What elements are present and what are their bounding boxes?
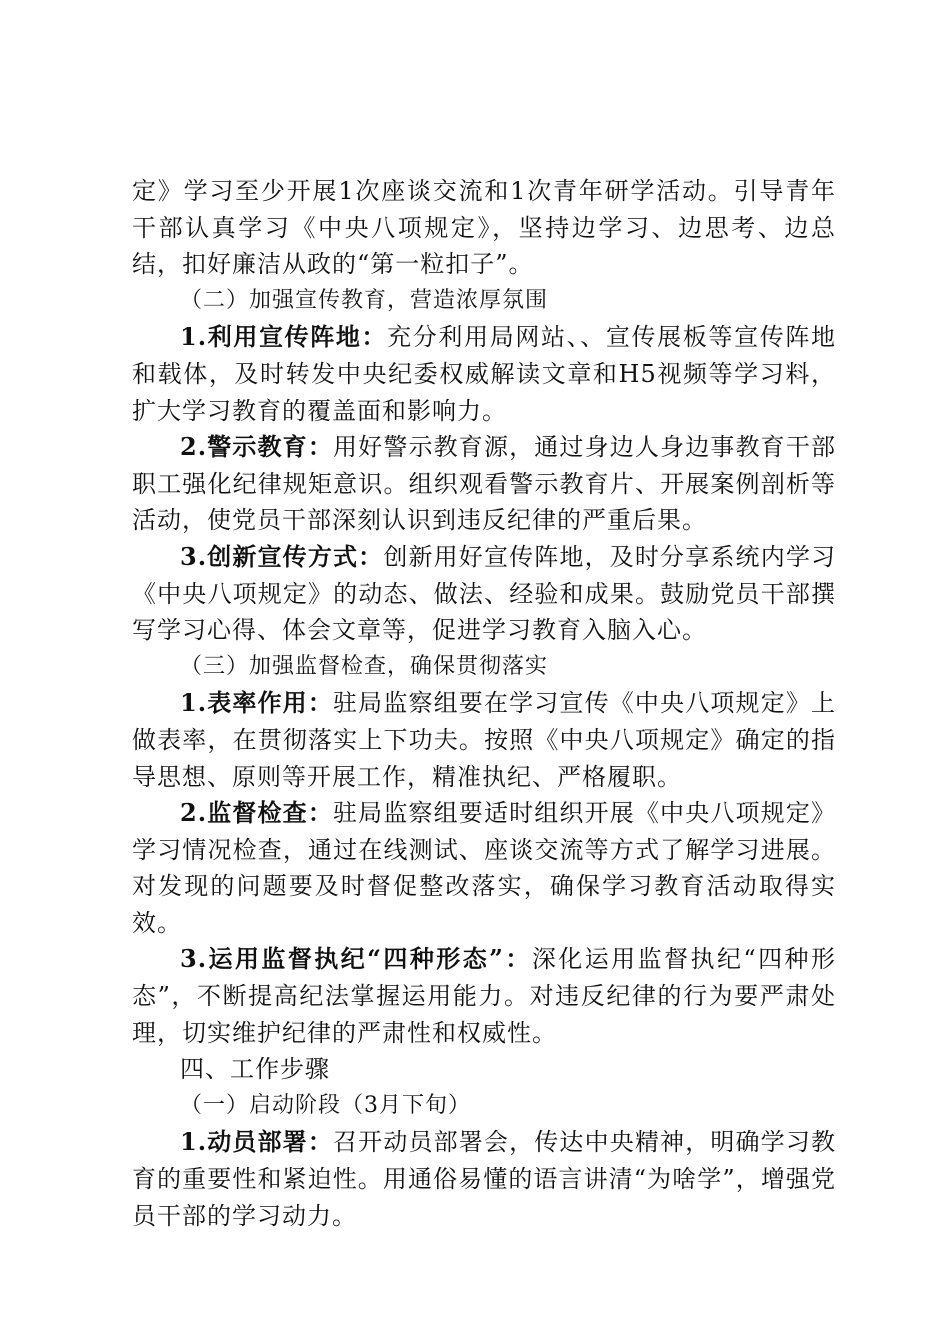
document-body: [132, 173, 836, 1234]
section-heading-2: （二）加强宣传教育，营造浓厚氛围: [180, 287, 549, 313]
section-heading-3: （三）加强监督检查，确保贯彻落实: [180, 653, 549, 679]
paragraph-text: 创新用好宣传阵地，及时分享系统内学习《中央八项规定》的动态、做法、经验和成果。鼓励党员干部撰写学习心得、体会文章等，促进学习教育入脑入心。: [132, 542, 837, 645]
paragraph-mobilization: [132, 1124, 836, 1234]
chapter-heading-4: 四、工作步骤: [180, 1055, 330, 1084]
paragraph-lead: 2.监督检查：: [180, 798, 333, 828]
paragraph-warning-education: [132, 429, 836, 539]
paragraph-lead: 3.创新宣传方式：: [180, 541, 384, 571]
paragraph-continuation: [132, 173, 836, 283]
paragraph-text: 召开动员部署会，传达中央精神，明确学习教育的重要性和紧迫性。用通俗易懂的语言讲清“为啥学”，增强党员干部的学习动力。: [132, 1128, 836, 1230]
paragraph-innovative-propaganda: [132, 539, 836, 649]
paragraph-lead: 2.警示教育：: [180, 432, 333, 462]
paragraph-text: 驻局监察组要适时组织开展《中央八项规定》学习情况检查，通过在线测试、座谈交流等方式了解学习进展。对发现的问题要及时督促整改落实，确保学习教育活动取得实效。: [132, 799, 836, 937]
paragraph-supervision-inspection: [132, 795, 836, 941]
paragraph-propaganda-position: [132, 319, 836, 429]
section-heading-startup: （一）启动阶段（3月下旬）: [180, 1092, 471, 1118]
paragraph-four-forms: [132, 941, 836, 1051]
paragraph-exemplary-role: [132, 685, 836, 795]
paragraph-lead: 1.表率作用：: [180, 688, 333, 718]
paragraph-text: 用好警示教育源，通过身边人身边事教育干部职工强化纪律规矩意识。组织观看警示教育片、开展案例剖析等活动，使党员干部深刻认识到违反纪律的严重后果。: [132, 433, 836, 535]
paragraph-text: 驻局监察组要在学习宣传《中央八项规定》上做表率，在贯彻落实上下功夫。按照《中央八项规定》确定的指导思想、原则等开展工作，精准执纪、严格履职。: [132, 689, 836, 791]
paragraph-text: 定》学习至少开展1次座谈交流和1次青年研学活动。引导青年干部认真学习《中央八项规定》，坚持边学习、边思考、边总结，扣好廉洁从政的“第一粒扣子”。: [132, 177, 836, 279]
paragraph-text: 深化运用监督执纪“四种形态”，不断提高纪法掌握运用能力。对违反纪律的行为要严肃处理，切实维护纪律的严肃性和权威性。: [132, 945, 836, 1047]
paragraph-lead: 1.利用宣传阵地：: [180, 322, 388, 352]
paragraph-text: 充分利用局网站、、宣传展板等宣传阵地和载体，及时转发中央纪委权威解读文章和H5视频等学习料，扩大学习教育的覆盖面和影响力。: [132, 323, 836, 425]
paragraph-lead: 3.运用监督执纪“四种形态”：: [180, 944, 532, 974]
paragraph-lead: 1.动员部署：: [180, 1127, 333, 1157]
